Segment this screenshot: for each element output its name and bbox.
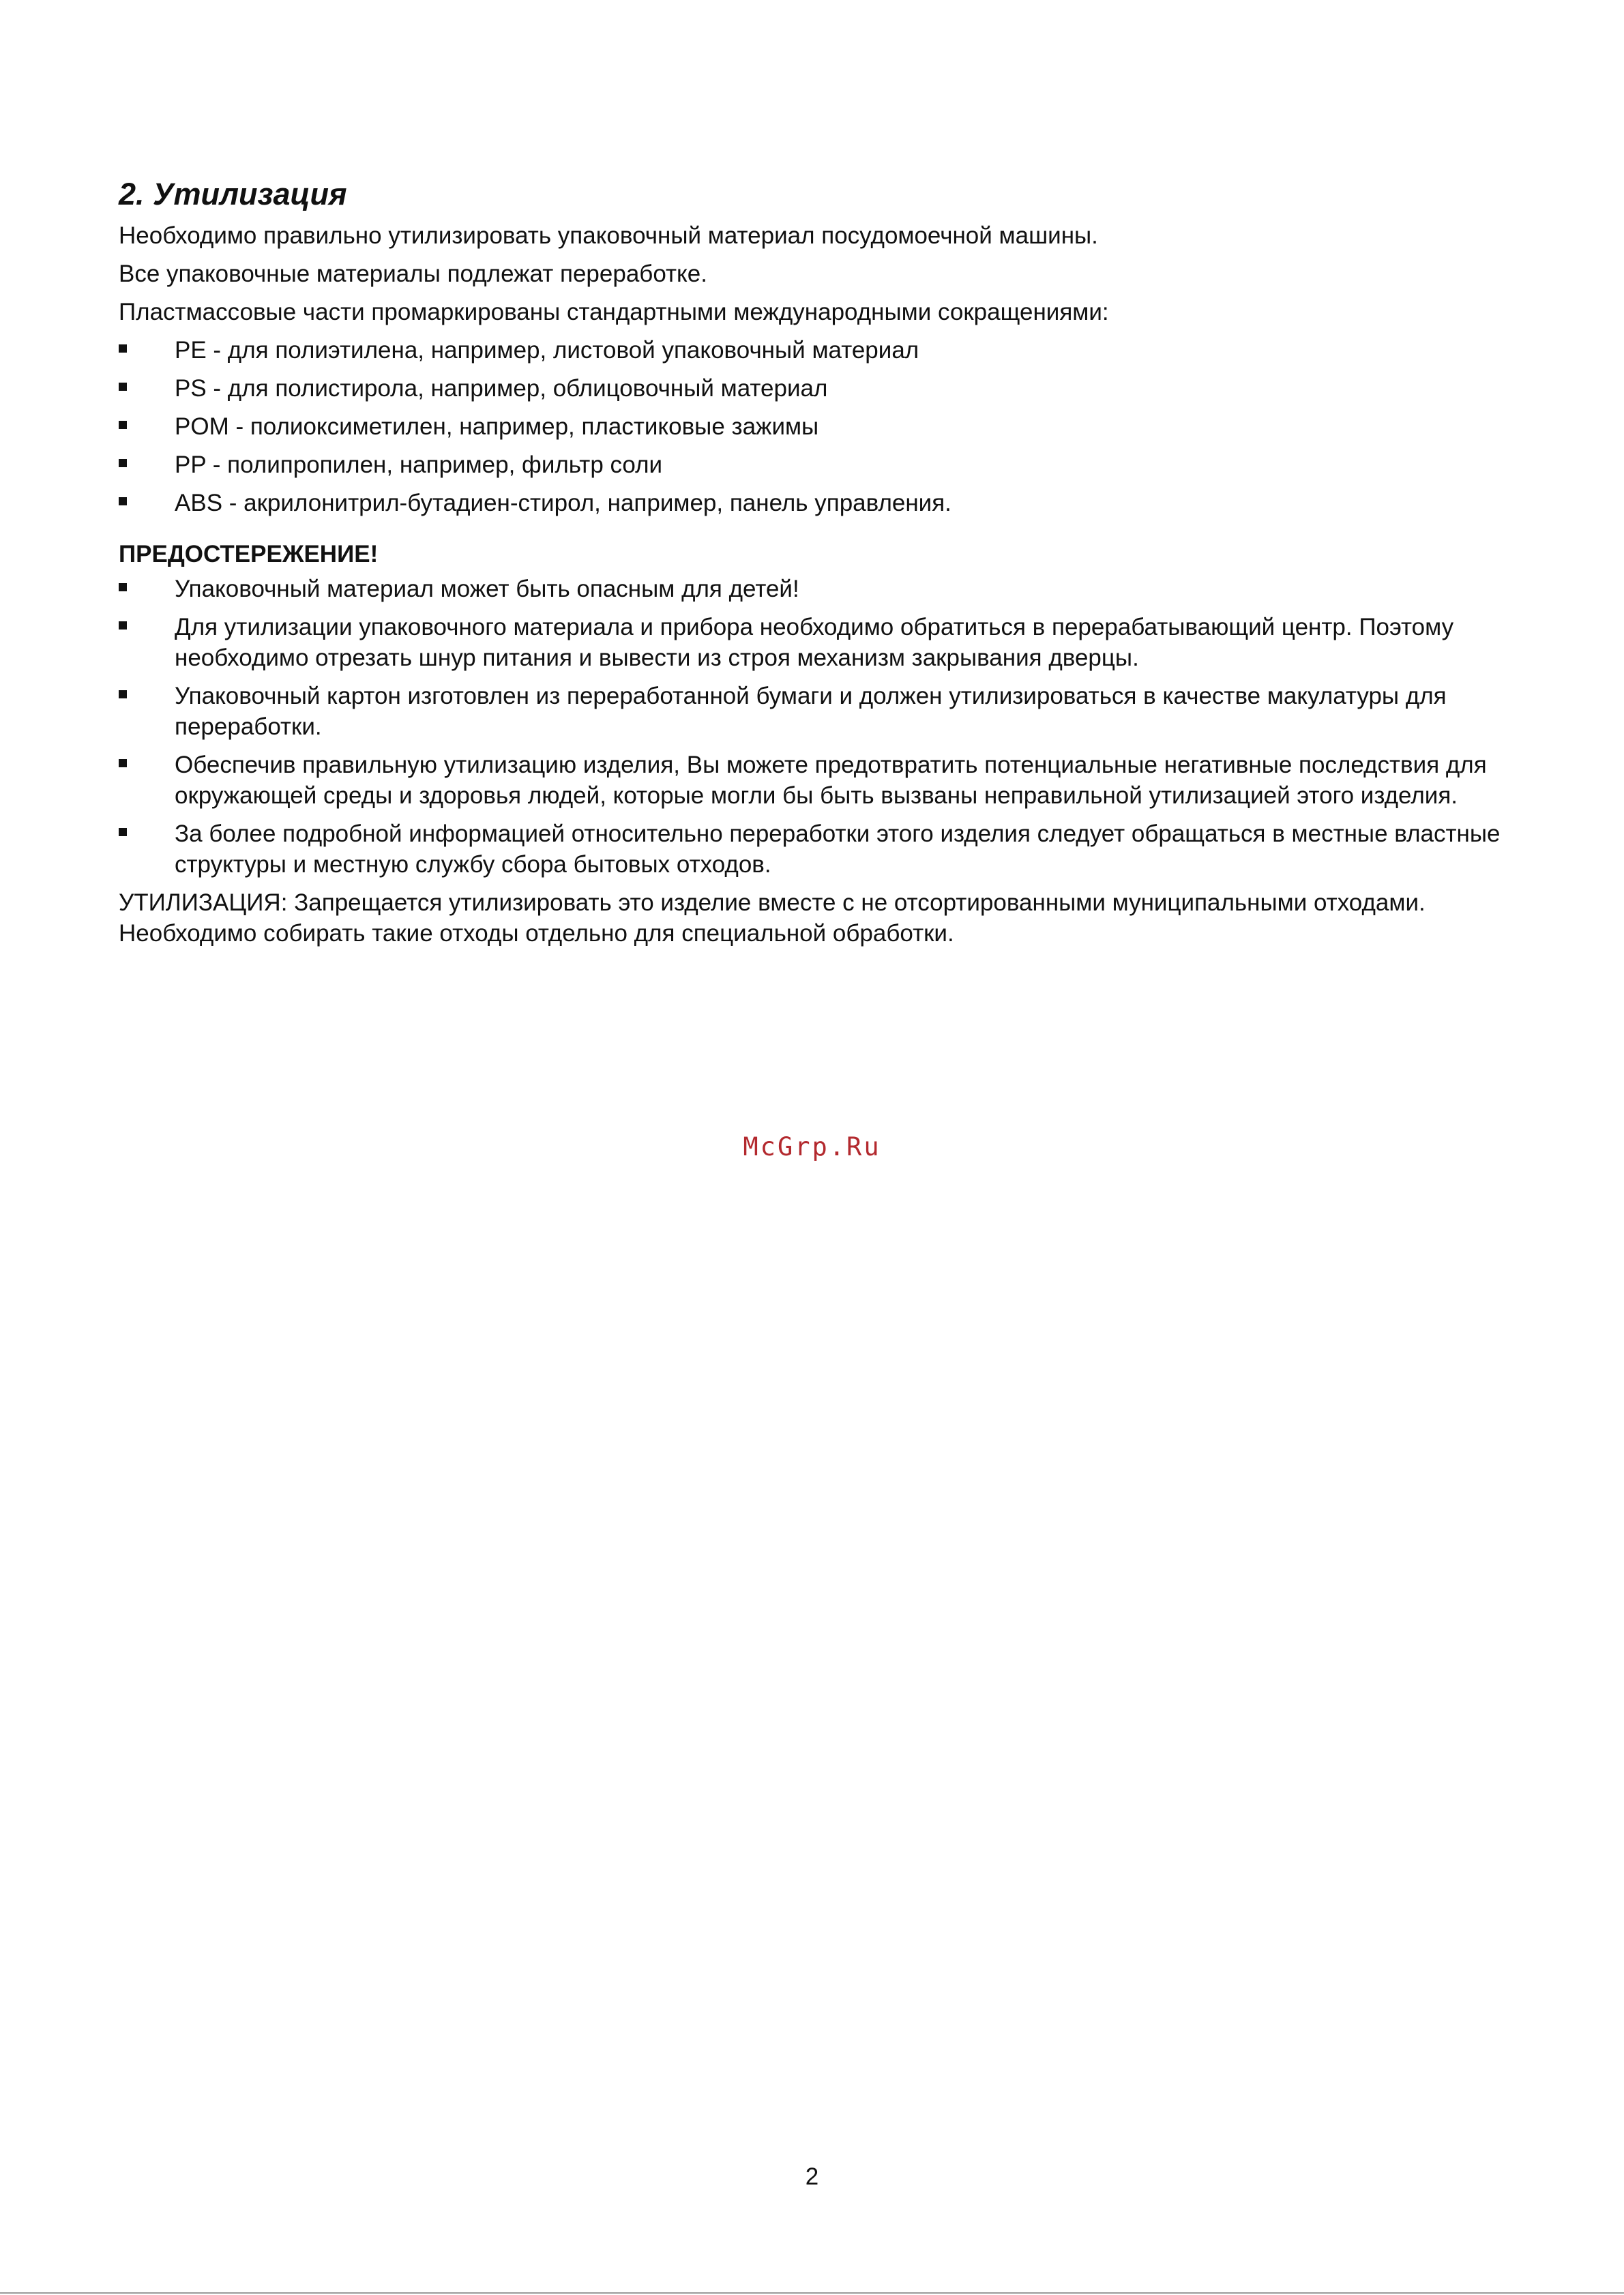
list-item — [119, 681, 1585, 742]
recycling-paragraph: Все упаковочные материалы подлежат переработке. — [119, 261, 707, 287]
list-item-text: PS - для полистирола, например, облицовочный материал — [175, 375, 828, 402]
materials-list — [119, 335, 1585, 518]
list-item — [119, 818, 1585, 880]
page-bottom-divider — [0, 2292, 1624, 2294]
square-bullet-icon — [119, 583, 127, 591]
square-bullet-icon — [119, 383, 127, 391]
list-item-text: PE - для полиэтилена, например, листовой упаковочный материал — [175, 337, 919, 364]
page-content — [119, 174, 1585, 949]
square-bullet-icon — [119, 828, 127, 836]
intro-paragraph: Необходимо правильно утилизировать упаковочный материал посудомоечной машины. — [119, 222, 1098, 249]
section-title: 2. Утилизация — [119, 177, 347, 211]
list-item — [119, 373, 1585, 404]
square-bullet-icon — [119, 621, 127, 630]
page-number: 2 — [805, 2163, 819, 2190]
list-item-text: POM - полиоксиметилен, например, пластиковые зажимы — [175, 413, 819, 440]
watermark: McGrp.Ru — [743, 1132, 881, 1161]
list-item — [119, 750, 1585, 811]
list-item — [119, 449, 1585, 480]
list-item — [119, 335, 1585, 366]
square-bullet-icon — [119, 459, 127, 467]
disposal-notice-continued: Необходимо собирать такие отходы отдельно для специальной обработки. — [119, 920, 954, 947]
list-item-text: Упаковочный материал может быть опасным для детей! — [175, 576, 799, 602]
list-item-text: PP - полипропилен, например, фильтр соли — [175, 451, 663, 478]
list-item-text: ABS - акрилонитрил-бутадиен-стирол, например, панель управления. — [175, 490, 951, 516]
square-bullet-icon — [119, 344, 127, 353]
list-item — [119, 574, 1585, 604]
list-item — [119, 612, 1585, 673]
square-bullet-icon — [119, 497, 127, 505]
warning-title: ПРЕДОСТЕРЕЖЕНИЕ! — [119, 541, 379, 567]
marking-paragraph: Пластмассовые части промаркированы стандартными международными сокращениями: — [119, 299, 1109, 325]
square-bullet-icon — [119, 690, 127, 698]
list-item-text: За более подробной информацией относительно переработки этого изделия следует обращаться в местные властные структуры и местную службу сбора бытовых отходов. — [175, 820, 1501, 878]
list-item — [119, 488, 1585, 518]
list-item-text: Для утилизации упаковочного материала и прибора необходимо обратиться в перерабатывающий центр. Поэтому необходимо отрезать шнур питания и вывести из строя механизм закрывания дверцы. — [175, 614, 1454, 671]
warning-list — [119, 574, 1585, 880]
disposal-notice: УТИЛИЗАЦИЯ: Запрещается утилизировать это изделие вместе с не отсортированными муниципальными отходами. — [119, 889, 1426, 916]
list-item — [119, 411, 1585, 442]
square-bullet-icon — [119, 421, 127, 429]
list-item-text: Упаковочный картон изготовлен из переработанной бумаги и должен утилизироваться в качестве макулатуры для переработки. — [175, 683, 1447, 740]
list-item-text: Обеспечив правильную утилизацию изделия, Вы можете предотвратить потенциальные негативные последствия для окружающей среды и здоровья людей, которые могли бы быть вызваны неправильной утилизацией этого изделия. — [175, 752, 1487, 809]
square-bullet-icon — [119, 759, 127, 767]
